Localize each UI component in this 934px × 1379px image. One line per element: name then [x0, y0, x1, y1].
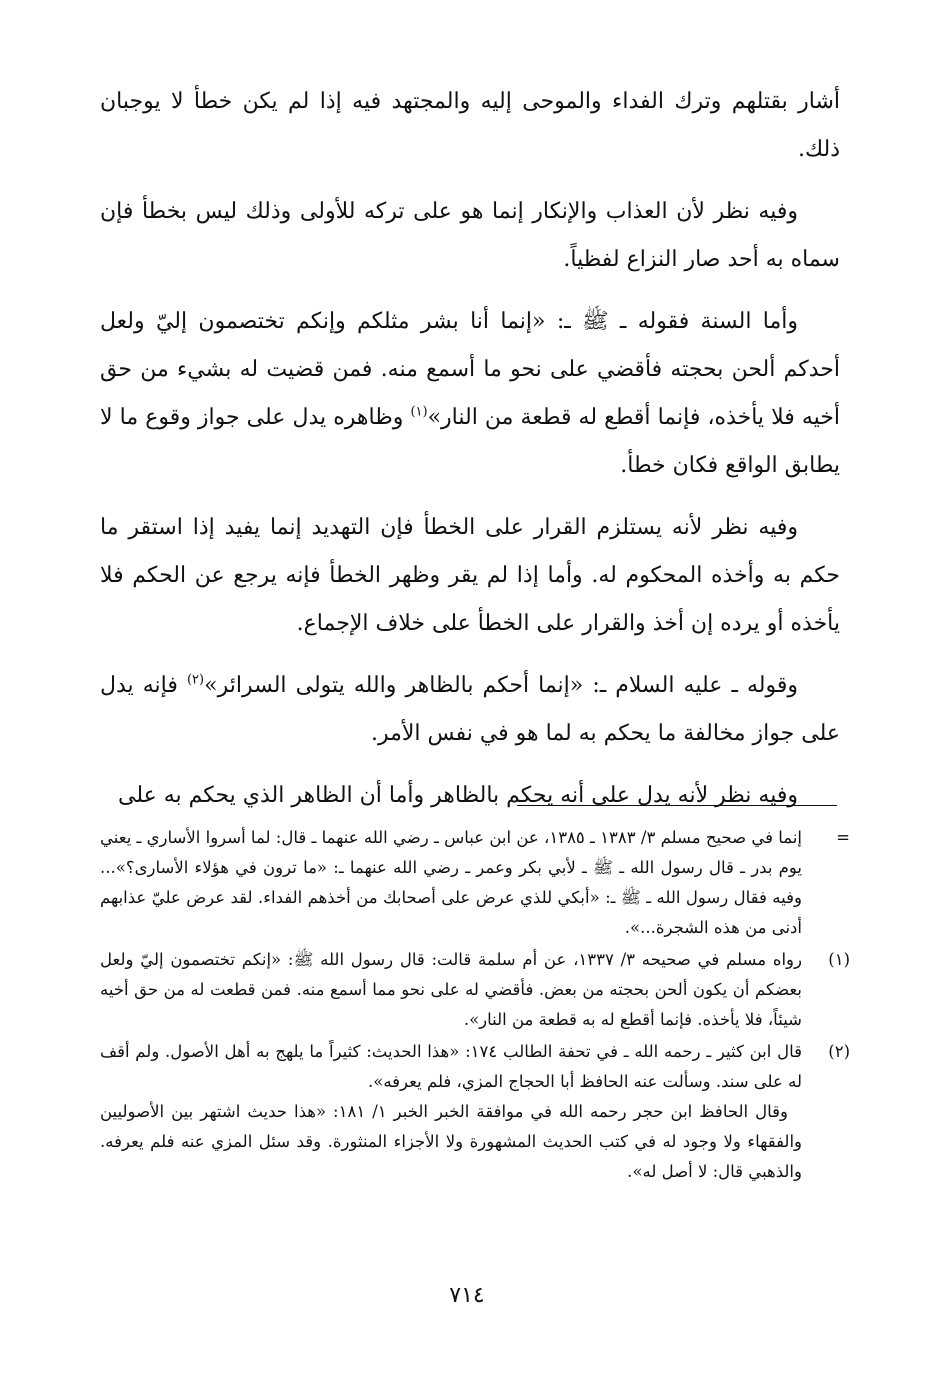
- footnote-continuation: [100, 823, 850, 943]
- footnote-text: رواه مسلم في صحيحه ٣/ ١٣٣٧، عن أم سلمة قالت: قال رسول الله ﷺ: «إنكم تختصمون إليّ ولعل بعضكم أن يكون ألحن بحجته من بعض. فأقضي له على نحو مما أسمع منه. فمن قطعت له من حق أخيه شيئاً، فلا يأخذه. فإنما أقطع له به قطعة من النار».: [100, 950, 802, 1029]
- main-text: [100, 78, 840, 834]
- paragraph: وفيه نظر لأن العذاب والإنكار إنما هو على تركه للأولى وذلك ليس بخطأ فإن سماه به أحد صار النزاع لفظياً.: [100, 199, 840, 272]
- footnote-2: [100, 1037, 850, 1187]
- paragraph-text: وظاهره يدل على جواز وقوع ما لا يطابق الواقع فكان خطأ.: [100, 405, 840, 478]
- footnote-text: وقال الحافظ ابن حجر رحمه الله في موافقة الخبر الخبر ١/ ١٨١: «هذا حديث اشتهر بين الأصوليين والفقهاء ولا وجود له في كتب الحديث المشهورة ولا الأجزاء المنثورة. وقد سئل المزي عنه فلم يعرفه. والذهبي قال: لا أصل له».: [100, 1102, 802, 1181]
- paragraph-text: وأما السنة فقوله ـ ﷺ ـ: «إنما أنا بشر مثلكم وإنكم تختصمون إليّ ولعل أحدكم ألحن بحجته فأقضي على نحو ما أسمع منه. فمن قضيت له بشيء من حق أخيه فلا يأخذه، فإنما أقطع له قطعة من النار»: [100, 309, 840, 430]
- footnote-marker: =: [836, 828, 850, 847]
- footnote-text: إنما في صحيح مسلم ٣/ ١٣٨٣ ـ ١٣٨٥، عن ابن عباس ـ رضي الله عنهما ـ قال: لما أسروا الأساري ـ يعني يوم بدر ـ قال رسول الله ـ ﷺ ـ لأبي بكر وعمر ـ رضي الله عنهما ـ: «ما ترون في هؤلاء الأسارى؟»... وفيه فقال رسول الله ـ ﷺ ـ: «أبكي للذي عرض على أصحابك من أخذهم الفداء. لقد عرض عليّ عذابهم أدنى من هذه الشجرة...».: [100, 828, 803, 937]
- footnote-1: [100, 945, 850, 1035]
- paragraph: وفيه نظر لأنه يستلزم القرار على الخطأ فإن التهديد إنما يفيد إذا استقر ما حكم به وأخذه المحكوم له. وأما إذا لم يقر وظهر الخطأ فإنه يرجع عن الحكم فلا يأخذه أو يرده إن أخذ والقرار على الخطأ على خلاف الإجماع.: [100, 515, 841, 636]
- footnote-text: قال ابن كثير ـ رحمه الله ـ في تحفة الطالب ١٧٤: «هذا الحديث: كثيراً ما يلهج به أهل الأصول. ولم أقف له على سند. وسألت عنه الحافظ أبا الحجاج المزي، فلم يعرفه».: [100, 1042, 802, 1091]
- footnote-separator: [517, 805, 837, 806]
- paragraph: وفيه نظر لأنه يدل على أنه يحكم بالظاهر وأما أن الظاهر الذي يحكم به على: [118, 783, 798, 808]
- footnote-marker: (٢): [828, 1042, 850, 1061]
- paragraph: [100, 298, 840, 490]
- footnotes: [100, 823, 850, 1189]
- paragraph: أشار بقتلهم وترك الفداء والموحى إليه والمجتهد فيه إذا لم يكن خطأ لا يوجبان ذلك.: [100, 89, 840, 162]
- page-number: ٧١٤: [449, 1283, 485, 1308]
- paragraph: [100, 662, 840, 758]
- paragraph-text: فإنه يدل على جواز مخالفة ما يحكم به لما هو في نفس الأمر.: [100, 673, 840, 746]
- paragraph-text: وقوله ـ عليه السلام ـ: «إنما أحكم بالظاهر والله يتولى السرائر»: [204, 673, 799, 698]
- footnote-ref-1[interactable]: (١): [410, 404, 428, 420]
- footnote-ref-2[interactable]: (٢): [186, 672, 205, 688]
- footnote-marker: (١): [828, 950, 850, 969]
